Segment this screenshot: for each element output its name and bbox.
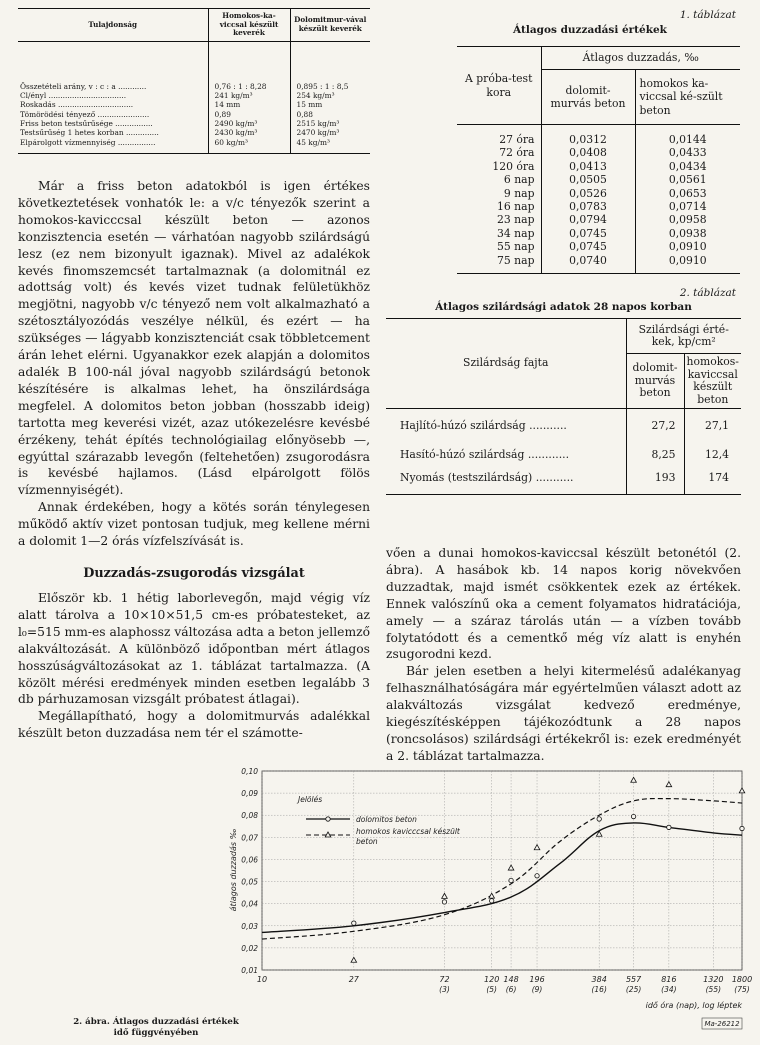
- x-tick-label: 120: [484, 975, 500, 984]
- value-cell: 60 kg/m³: [208, 138, 290, 154]
- y-tick-label: 0,05: [241, 877, 258, 887]
- value-cell: 241 kg/m³: [208, 91, 290, 100]
- x-tick-label: 557: [625, 975, 642, 984]
- x-tick-label: 72: [439, 975, 450, 984]
- value-cell: 12,4: [704, 448, 729, 462]
- property-cell: Testsűrűség 1 hetes korban ..............: [20, 128, 159, 138]
- properties-table: [18, 8, 370, 154]
- data-point-sand-gravel: [631, 777, 637, 782]
- x-tick-label: 384: [591, 975, 607, 984]
- table2-label: 2. táblázat: [679, 287, 736, 299]
- strength-type-cell: Hasító-húzó szilárdság ............: [386, 443, 626, 469]
- y-tick-label: 0,06: [241, 855, 258, 865]
- value-cell: 0,0910: [668, 253, 707, 267]
- y-tick-label: 0,03: [241, 921, 258, 931]
- value-cell: 0,0312: [541, 125, 635, 147]
- property-cell: Friss beton testsűrűsége ................: [20, 118, 153, 128]
- age-cell: 16 nap: [457, 200, 541, 213]
- y-tick-label: 0,10: [241, 767, 258, 776]
- property-cell: Roskadás ................................: [20, 100, 134, 110]
- x-axis-label: idő óra (nap), log léptek: [645, 1001, 742, 1010]
- right-text-block: [386, 545, 741, 765]
- t1-col0-header: A próba-test kora: [457, 47, 541, 125]
- table-row: [386, 409, 741, 443]
- data-point-dolomite: [509, 878, 513, 882]
- data-point-sand-gravel: [489, 893, 495, 898]
- y-tick-label: 0,08: [241, 811, 258, 821]
- paragraph: Már a friss beton adatokból is igen értékes következtetések vonhatók le: a v/c tényezők szerint a homokos-kavicccsal készült beton — azonos konzisztencia esetén — várhatóan nagyobb szilárdságú lesz (ez nem bizonyult igaznak). Mivel az adalékok kevés finomszemcsét tartalmaznak (a dolomitnál ez adottság volt) és kevés vizet tudnak felületükhöz megjötni, nagyobb v/c tényező nem volt alkalmazható a szétosztályozódás veszélye nélkül, és ezért — ha szükséges — lágyabb konzisztenciát csak többletcement árán lehet elérni. Ugyanakkor ezek alapján a dolomitos adalék B 100-nál jóval nagyobb szilárdságú betonok készítésére is alkalmas lehet, ha önszilárdsága megfelel. A dolomitos beton jobban (hosszabb ideig) tartotta meg keverési vizét, azaz utókezelésre kevésbé érzékeny, tehát építés technológiailag előnyösebb —, egyúttal szárazabb levegőn (feltehetően) zsugorodásra is kevésbé hajlamos. (Lásd elpárolgott fölös vízmennyiségét).: [18, 179, 370, 498]
- data-point-sand-gravel: [351, 957, 357, 962]
- value-cell: 15 mm: [290, 100, 370, 109]
- value-cell: 0,0433: [668, 146, 707, 160]
- age-cell: 120 óra: [457, 160, 541, 173]
- series-line-dolomite: [262, 823, 742, 933]
- value-cell: 0,0910: [668, 240, 707, 254]
- table-row: [18, 100, 370, 109]
- table-row: [18, 41, 370, 91]
- value-cell: 14 mm: [208, 100, 290, 109]
- table-row: [457, 146, 740, 159]
- value-cell: 0,88: [290, 110, 370, 119]
- y-tick-label: 0,09: [241, 789, 258, 799]
- th-property: Tulajdonság: [88, 19, 138, 29]
- y-tick-label: 0,01: [241, 966, 258, 975]
- value-cell: 0,76 : 1 : 8,28: [208, 41, 290, 91]
- table-row: [18, 119, 370, 128]
- paragraph: vően a dunai homokos-kaviccsal készült betonétól (2. ábra). A hasábok kb. 14 napos korig növekvően duzzadtak, majd ismét csökkentek ezek az értékek. Ennek valószínű oka a cement folyamatos hidratációja, amely — a száraz tárolás után — a vízben tovább folytatódott és a cementkő még víz alatt is enyhén zsugorodni kezd.: [386, 546, 741, 662]
- age-cell: 55 nap: [457, 240, 541, 253]
- y-axis-label: átlagos duzzadás ‰: [229, 828, 238, 912]
- table-row: [18, 91, 370, 100]
- table-row: [457, 240, 740, 253]
- value-cell: 2430 kg/m³: [208, 128, 290, 137]
- age-cell: 34 nap: [457, 227, 541, 240]
- swelling-table: [457, 46, 740, 274]
- strength-type-cell: Hajlító-húzó szilárdság ...........: [386, 409, 626, 443]
- value-cell: 0,0714: [668, 200, 707, 214]
- age-cell: 23 nap: [457, 213, 541, 226]
- table1-title: Átlagos duzzadási értékek: [513, 24, 667, 36]
- value-cell: 174: [708, 471, 729, 484]
- table1-label: 1. táblázat: [679, 9, 736, 21]
- t1-col1-header: dolomit-murvás beton: [541, 70, 635, 125]
- strength-table-body: [386, 409, 741, 495]
- t2-group-header: Szilárdsági érté-kek, kp/cm²: [626, 319, 741, 354]
- x-tick-label: 1800: [731, 975, 753, 984]
- table-row: [457, 213, 740, 226]
- table-row: [457, 200, 740, 213]
- value-cell: 0,895 : 1 : 8,5: [290, 41, 370, 91]
- x-tick-label: 816: [661, 975, 677, 984]
- value-cell: 0,0745: [541, 240, 635, 253]
- value-cell: 0,0408: [541, 146, 635, 159]
- value-cell: 45 kg/m³: [290, 138, 370, 154]
- t2-col0-header: Szilárdság fajta: [386, 319, 626, 409]
- series-line-sand-gravel: [262, 799, 742, 939]
- data-point-sand-gravel: [739, 788, 745, 793]
- value-cell: 0,0505: [541, 173, 635, 186]
- value-cell: 2515 kg/m³: [290, 119, 370, 128]
- figure-caption: [20, 1017, 292, 1038]
- value-cell: 0,0745: [541, 227, 635, 240]
- x-tick-sublabel: (6): [505, 985, 517, 994]
- x-tick-sublabel: (5): [486, 985, 497, 994]
- legend-marker-dolomite: [326, 817, 330, 821]
- table-row: [386, 469, 741, 495]
- t1-group-header: Átlagos duzzadás, ‰: [541, 47, 740, 70]
- value-cell: 0,0794: [541, 213, 635, 226]
- y-tick-label: 0,07: [241, 833, 258, 843]
- value-cell: 254 kg/m³: [290, 91, 370, 100]
- paragraph: Bár jelen esetben a helyi kitermelésű adalékanyag felhasználhatóságára már egyértelműen választ adott az alakváltozás vizsgálat kedvező eredménye, kiegészítésképpen tájékozódtunk a 28 napos (roncsolásos) szilárdsági értékekről is: ezek eredményét a 2. táblázat tartalmazza.: [386, 664, 741, 763]
- value-cell: 0,0526: [541, 187, 635, 200]
- data-point-sand-gravel: [534, 845, 540, 850]
- strength-type-cell: Nyomás (testszilárdság) ...........: [386, 469, 626, 495]
- table-row: [457, 125, 740, 147]
- data-point-dolomite: [352, 921, 356, 925]
- table-row: [457, 227, 740, 240]
- value-cell: 0,0958: [668, 213, 707, 227]
- table-row: [18, 110, 370, 119]
- value-cell: 2470 kg/m³: [290, 128, 370, 137]
- figure-caption-line: idő függvényében: [113, 1027, 199, 1038]
- legend-label-sand-gravel-cont: beton: [356, 837, 378, 846]
- data-point-dolomite: [442, 900, 446, 904]
- x-tick-label: 27: [348, 975, 359, 984]
- age-cell: 72 óra: [457, 146, 541, 159]
- age-cell: 6 nap: [457, 173, 541, 186]
- value-cell: 8,25: [626, 443, 684, 469]
- data-point-dolomite: [489, 899, 493, 903]
- legend-label-sand-gravel: homokos kavicccsal készült: [356, 827, 460, 836]
- value-cell: 193: [626, 469, 684, 495]
- th-dolomite: Dolomitmur-vával készült keverék: [290, 9, 370, 42]
- data-point-sand-gravel: [508, 865, 514, 870]
- y-tick-label: 0,02: [241, 943, 258, 953]
- property-cell: Összetételi arány, v : c : a ............: [20, 81, 147, 91]
- x-tick-sublabel: (3): [439, 985, 450, 994]
- stamp-label: Ma-26212: [704, 1020, 740, 1028]
- paragraph: Először kb. 1 hétig laborlevegőn, majd végig víz alatt tárolva a 10×10×51,5 cm-es próbatesteket, az l₀=515 mm-es alaphossz változása adta a beton jellemző alakváltozását. A különböző időpontban mért átlagos hosszúságváltozásokat az 1. táblázat tartalmazza. (A közölt mérési eredmények minden esetben legalább 3 db párhuzamosan vizsgált próbatest átlagai).: [18, 591, 370, 707]
- plot-frame: [262, 771, 742, 970]
- table-row: [18, 138, 370, 154]
- x-tick-label: 196: [529, 975, 545, 984]
- table-row: [457, 160, 740, 173]
- data-point-sand-gravel: [442, 893, 448, 898]
- age-cell: 9 nap: [457, 187, 541, 200]
- t2-col2-header: homokos-kaviccsal készült beton: [686, 355, 739, 406]
- value-cell: 0,0434: [668, 159, 707, 173]
- table2-title: Átlagos szilárdsági adatok 28 napos korban: [435, 301, 692, 313]
- x-tick-label: 10: [256, 975, 268, 984]
- x-tick-sublabel: (55): [705, 985, 722, 994]
- strength-table: [386, 318, 741, 495]
- x-tick-sublabel: (75): [734, 985, 750, 994]
- legend-title: Jelölés: [298, 795, 323, 804]
- value-cell: 0,0653: [668, 186, 707, 200]
- x-tick-label: 148: [503, 975, 519, 984]
- value-cell: 0,89: [208, 110, 290, 119]
- data-point-dolomite: [631, 814, 635, 818]
- figure-caption-line: 2. ábra. Átlagos duzzadási értékek: [73, 1017, 239, 1027]
- value-cell: 2490 kg/m³: [208, 119, 290, 128]
- paragraph: Annak érdekében, hogy a kötés során ténylegesen működő aktív vizet pontosan tudjuk, meg kellene mérni a dolomit 1—2 órás vízfelszívását is.: [18, 500, 370, 549]
- table-row: [457, 173, 740, 186]
- x-tick-sublabel: (25): [625, 985, 642, 994]
- value-cell: 27,2: [626, 409, 684, 443]
- x-tick-sublabel: (9): [531, 985, 543, 994]
- table-row: [457, 254, 740, 274]
- value-cell: 0,0783: [541, 200, 635, 213]
- x-tick-label: 1320: [703, 975, 724, 984]
- property-cell: Cl/ényl .................................: [20, 91, 127, 101]
- table-row: [457, 187, 740, 200]
- value-cell: 27,1: [704, 418, 729, 432]
- value-cell: 0,0938: [668, 226, 707, 240]
- t2-col1-header: dolomit-murvás beton: [626, 354, 684, 409]
- age-cell: 75 nap: [457, 254, 541, 274]
- properties-table-body: [18, 41, 370, 153]
- t1-col2-header: homokos ka-viccsal ké-szült beton: [639, 76, 723, 117]
- legend-label-dolomite: dolomitos beton: [356, 815, 417, 824]
- data-point-dolomite: [740, 826, 744, 830]
- age-cell: 27 óra: [457, 125, 541, 147]
- data-point-dolomite: [535, 874, 539, 878]
- value-cell: 0,0561: [668, 173, 707, 187]
- value-cell: 0,0740: [541, 254, 635, 274]
- property-cell: Elpárolgott vízmennyiség ................: [20, 137, 156, 147]
- left-text-block-1: [18, 178, 370, 550]
- data-point-sand-gravel: [666, 782, 672, 787]
- table-row: [18, 128, 370, 137]
- th-sand-gravel: Homokos-ka-viccsal készült keverék: [208, 9, 290, 42]
- table-row: [386, 443, 741, 469]
- value-cell: 0,0144: [668, 133, 707, 146]
- x-tick-sublabel: (16): [591, 985, 607, 994]
- data-point-dolomite: [667, 825, 671, 829]
- value-cell: 0,0413: [541, 160, 635, 173]
- data-point-dolomite: [597, 817, 601, 821]
- y-tick-label: 0,04: [241, 899, 258, 909]
- x-tick-sublabel: (34): [661, 985, 677, 994]
- swelling-table-body: [457, 125, 740, 274]
- left-text-block-2: [18, 590, 370, 742]
- swelling-chart: [0, 760, 760, 1045]
- paragraph: Megállapítható, hogy a dolomitmurvás adalékkal készült beton duzzadása nem tér el számotte-: [18, 709, 370, 741]
- section-heading: Duzzadás-zsugorodás vizsgálat: [83, 566, 305, 581]
- property-cell: Tömörödési tényező ......................: [20, 109, 150, 119]
